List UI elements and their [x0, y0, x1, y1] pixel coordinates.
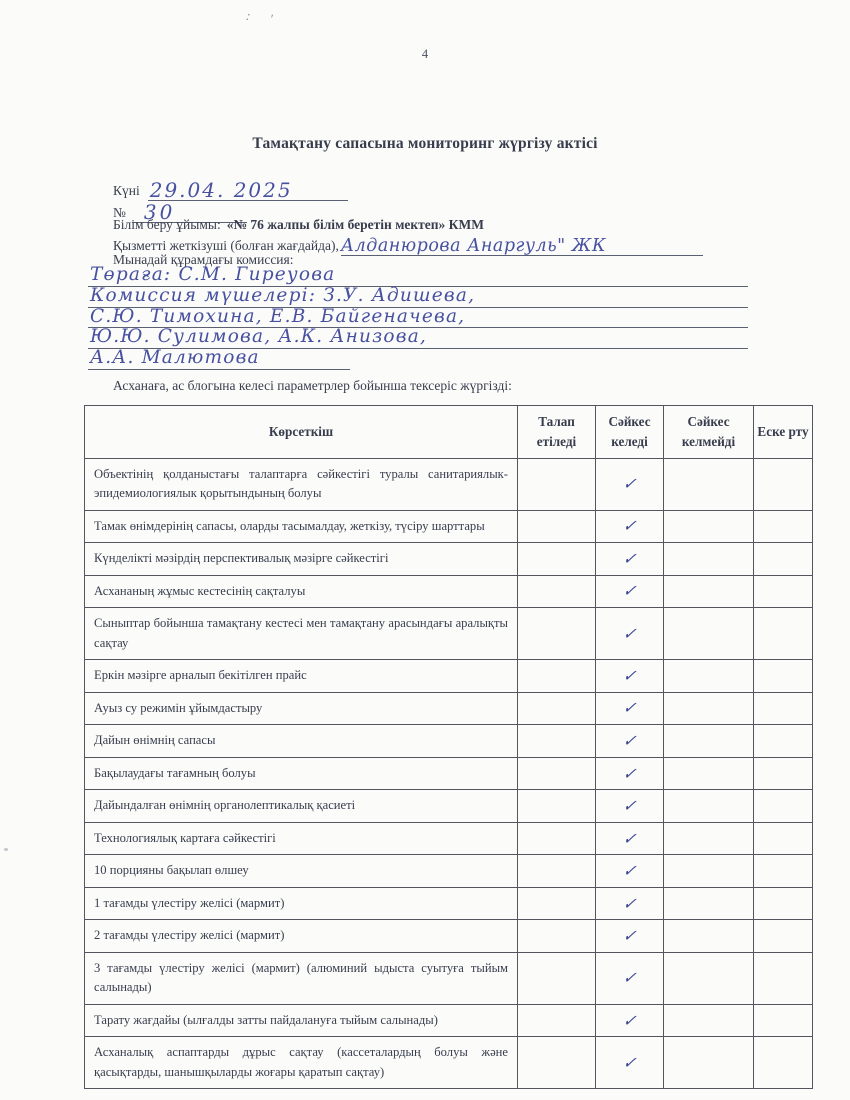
empty-cell: [518, 952, 596, 1004]
checkmark-cell: [596, 608, 664, 660]
empty-cell: [518, 608, 596, 660]
header-not-conforms: Сәйкес келмейді: [664, 406, 754, 459]
empty-cell: [754, 608, 813, 660]
table-row: [85, 660, 813, 693]
table-row: [85, 543, 813, 576]
checkmark-icon: ✓: [621, 968, 638, 988]
table-row: [85, 1004, 813, 1037]
commission-line-text: С.Ю. Тимохина, Е.В. Байгеначева,: [90, 305, 466, 327]
checkmark-icon: ✓: [621, 581, 638, 601]
empty-cell: [754, 458, 813, 510]
indicator-label: 3 тағамды үлестіру желісі (мармит) (алюминий ыдыста суытуға тыйым салынады): [85, 952, 518, 1004]
empty-cell: [518, 1004, 596, 1037]
empty-cell: [664, 510, 754, 543]
table-row: [85, 725, 813, 758]
checkmark-cell: [596, 855, 664, 888]
organization-label: Білім беру ұйымы:: [113, 217, 221, 232]
table-row: [85, 790, 813, 823]
empty-cell: [518, 1037, 596, 1089]
empty-cell: [664, 725, 754, 758]
indicator-label: Тарату жағдайы (ылғалды затты пайдалануға тыйым салынады): [85, 1004, 518, 1037]
empty-cell: [664, 608, 754, 660]
number-value: 30: [143, 200, 176, 224]
indicator-label: Сыныптар бойынша тамақтану кестесі мен тамақтану арасындағы аралықты сақтау: [85, 608, 518, 660]
empty-cell: [518, 458, 596, 510]
checkmark-cell: [596, 575, 664, 608]
empty-cell: [518, 757, 596, 790]
empty-cell: [754, 790, 813, 823]
header-note: Еске рту: [754, 406, 813, 459]
checkmark-cell: [596, 920, 664, 953]
checkmark-cell: [596, 692, 664, 725]
checkmark-cell: [596, 790, 664, 823]
commission-line-text: Төраға: С.М. Гиреуова: [90, 264, 336, 285]
number-label: №: [113, 205, 126, 220]
empty-cell: [664, 887, 754, 920]
empty-cell: [754, 757, 813, 790]
page-number: 4: [421, 47, 429, 61]
checkmark-cell: [596, 1037, 664, 1089]
checkmark-cell: [596, 660, 664, 693]
empty-cell: [664, 790, 754, 823]
checkmark-cell: [596, 952, 664, 1004]
empty-cell: [754, 920, 813, 953]
organization-value: «№ 76 жалпы білім беретін мектеп» КММ: [226, 217, 484, 232]
empty-cell: [664, 543, 754, 576]
checkmark-cell: [596, 510, 664, 543]
indicator-label: Күнделікті мәзірдің перспективалық мәзірге сәйкестігі: [85, 543, 518, 576]
commission-line: [88, 284, 748, 308]
checkmark-cell: [596, 543, 664, 576]
table-row: [85, 855, 813, 888]
indicator-label: Асханалық аспаптарды дұрыс сақтау (кассеталардың болуы және қасықтарды, шанышқыларды жоғары қаратып сақтау): [85, 1037, 518, 1089]
table-row: [85, 575, 813, 608]
checkmark-icon: ✓: [621, 893, 638, 913]
checkmark-icon: ✓: [621, 474, 638, 494]
checkmark-icon: ✓: [621, 548, 638, 568]
header-conforms: Сәйкес келеді: [596, 406, 664, 459]
supplier-label: Қызметті жеткізуші (болған жағдайда),: [113, 238, 339, 253]
ink-smudge-mark: : ʹ: [245, 7, 282, 28]
table-row: [85, 510, 813, 543]
indicator-label: Дайын өнімнің сапасы: [85, 725, 518, 758]
scan-speck: [4, 848, 8, 851]
checkmark-icon: ✓: [621, 796, 638, 816]
commission-line-text: А.А. Малютова: [90, 347, 260, 369]
checkmark-cell: [596, 822, 664, 855]
indicator-label: Еркін мәзірге арналып бекітілген прайс: [85, 660, 518, 693]
empty-cell: [754, 855, 813, 888]
supplier-underline: [341, 235, 703, 256]
empty-cell: [664, 1037, 754, 1089]
empty-cell: [518, 920, 596, 953]
empty-cell: [754, 575, 813, 608]
empty-cell: [754, 510, 813, 543]
empty-cell: [518, 692, 596, 725]
checkmark-icon: ✓: [621, 698, 638, 718]
empty-cell: [754, 692, 813, 725]
indicator-label: Дайындалған өнімнің органолептикалық қасиеті: [85, 790, 518, 823]
empty-cell: [518, 575, 596, 608]
commission-label: Мынадай құрамдағы комиссия:: [113, 252, 294, 267]
indicator-label: 10 порцияны бақылап өлшеу: [85, 855, 518, 888]
checkmark-icon: ✓: [621, 516, 638, 536]
indicator-label: 2 тағамды үлестіру желісі (мармит): [85, 920, 518, 953]
checkmark-icon: ✓: [621, 861, 638, 881]
checkmark-icon: ✓: [621, 623, 638, 643]
table-row: [85, 1037, 813, 1089]
commission-list: [88, 266, 748, 370]
commission-line-text: Комиссия мүшелері: З.У. Адишева,: [90, 284, 476, 306]
indicator-label: Асхананың жұмыс кестесінің сақталуы: [85, 575, 518, 608]
commission-line-text: Ю.Ю. Сулимова, А.К. Анизова,: [90, 326, 427, 348]
empty-cell: [518, 660, 596, 693]
empty-cell: [518, 855, 596, 888]
empty-cell: [754, 887, 813, 920]
table-row: [85, 822, 813, 855]
checkmark-icon: ✓: [621, 1010, 638, 1030]
table-row: [85, 920, 813, 953]
table-header-row: [85, 406, 813, 459]
supplier-value: Алданюрова Анаргуль" ЖК: [340, 236, 607, 256]
empty-cell: [664, 757, 754, 790]
checkmark-icon: ✓: [621, 665, 638, 685]
checkmark-cell: [596, 757, 664, 790]
empty-cell: [664, 1004, 754, 1037]
table-row: [85, 887, 813, 920]
indicator-label: Объектінің қолданыстағы талаптарға сәйкестігі туралы санитариялык-эпидемиологиялык қорытындының болуы: [85, 458, 518, 510]
table-row: [85, 458, 813, 510]
checkmark-cell: [596, 458, 664, 510]
empty-cell: [518, 887, 596, 920]
empty-cell: [518, 725, 596, 758]
commission-line: [88, 349, 350, 370]
checkmark-cell: [596, 887, 664, 920]
empty-cell: [518, 822, 596, 855]
indicator-label: Бақылаудағы тағамның болуы: [85, 757, 518, 790]
empty-cell: [754, 725, 813, 758]
empty-cell: [664, 458, 754, 510]
doc-title: Тамақтану сапасына мониторинг жүргізу актісі: [252, 135, 598, 152]
empty-cell: [754, 543, 813, 576]
checkmark-cell: [596, 1004, 664, 1037]
header-indicator: Көрсеткіш: [85, 406, 518, 459]
empty-cell: [754, 822, 813, 855]
table-row: [85, 952, 813, 1004]
indicator-label: Технологиялық картаға сәйкестігі: [85, 822, 518, 855]
monitoring-table: [84, 405, 813, 1089]
empty-cell: [518, 510, 596, 543]
indicator-label: 1 тағамды үлестіру желісі (мармит): [85, 887, 518, 920]
indicator-label: Тамак өнімдерінің сапасы, оларды тасымалдау, жеткізу, түсіру шарттары: [85, 510, 518, 543]
table-row: [85, 692, 813, 725]
empty-cell: [518, 543, 596, 576]
indicator-label: Ауыз су режимін ұйымдастыру: [85, 692, 518, 725]
checkmark-icon: ✓: [621, 730, 638, 750]
empty-cell: [664, 660, 754, 693]
intro-text: Асханаға, ас блогына келесі параметрлер бойынша тексеріс жүргізді:: [113, 378, 512, 393]
table-row: [85, 757, 813, 790]
table-row: [85, 608, 813, 660]
empty-cell: [754, 660, 813, 693]
checkmark-icon: ✓: [621, 1052, 638, 1072]
empty-cell: [518, 790, 596, 823]
checkmark-icon: ✓: [621, 763, 638, 783]
empty-cell: [664, 952, 754, 1004]
commission-line: [88, 266, 748, 287]
date-label: Күні: [113, 183, 140, 198]
checkmark-icon: ✓: [621, 926, 638, 946]
checkmark-icon: ✓: [621, 828, 638, 848]
empty-cell: [754, 952, 813, 1004]
empty-cell: [754, 1004, 813, 1037]
empty-cell: [664, 575, 754, 608]
organization-row: [113, 217, 484, 233]
empty-cell: [754, 1037, 813, 1089]
empty-cell: [664, 920, 754, 953]
empty-cell: [664, 822, 754, 855]
header-required: Талап етіледі: [518, 406, 596, 459]
empty-cell: [664, 692, 754, 725]
checkmark-cell: [596, 725, 664, 758]
date-value: 29.04. 2025: [149, 178, 293, 202]
empty-cell: [664, 855, 754, 888]
